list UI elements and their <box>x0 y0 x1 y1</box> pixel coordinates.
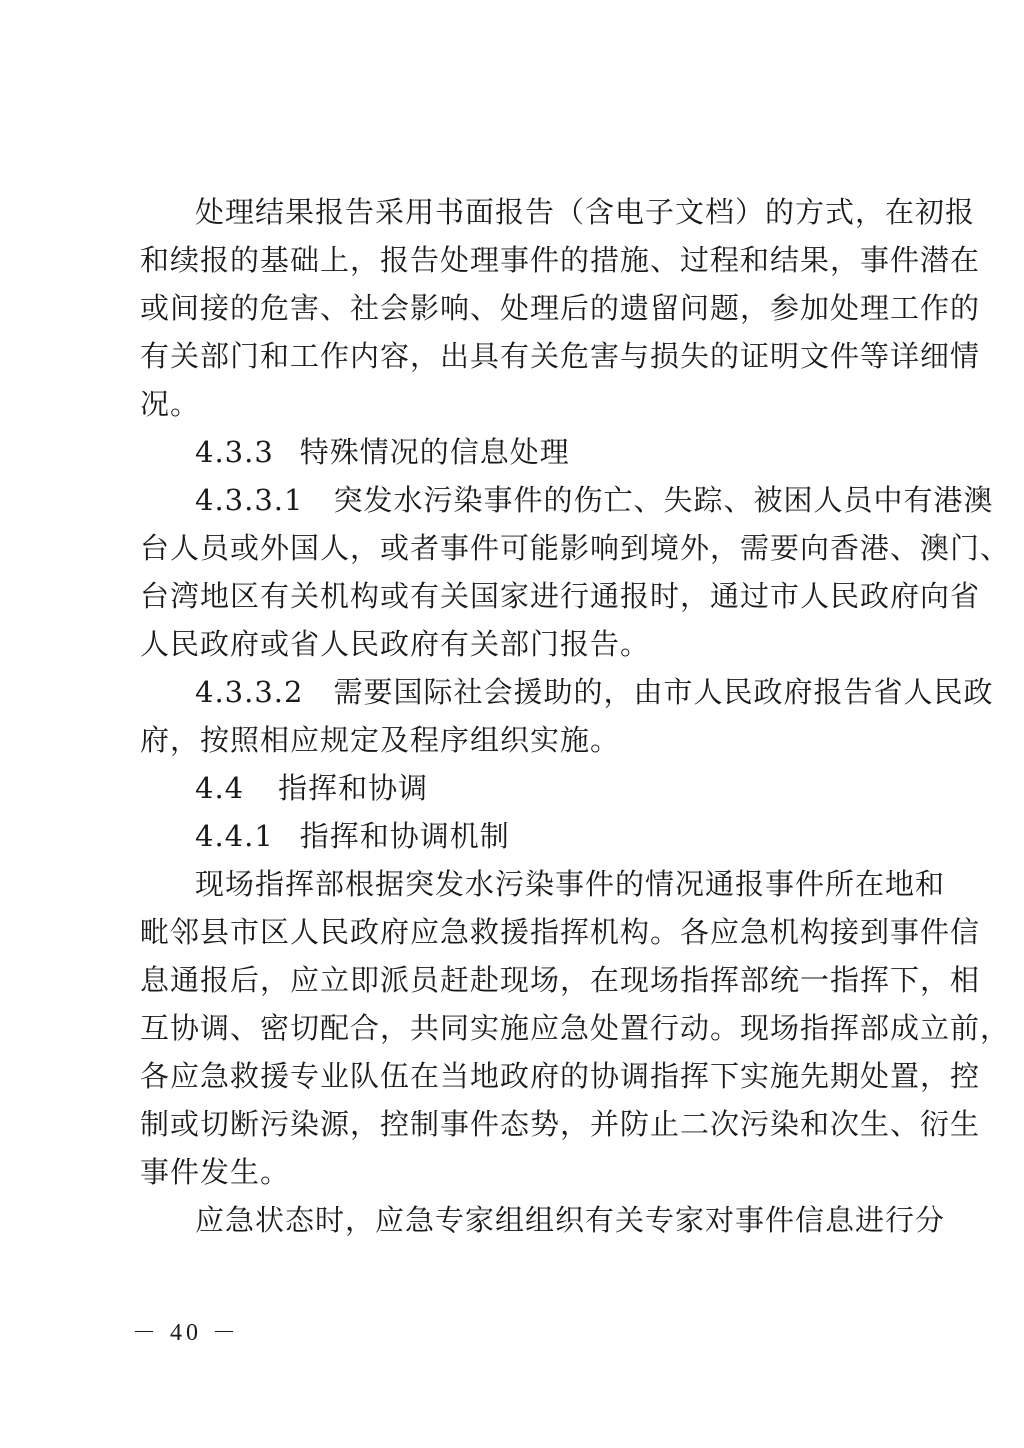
paragraph-line: 毗邻县市区人民政府应急救援指挥机构。各应急机构接到事件信 <box>140 915 981 949</box>
paragraph-line: 事件发生。 <box>140 1155 291 1189</box>
paragraph-line: 应急状态时，应急专家组组织有关专家对事件信息进行分 <box>195 1203 946 1237</box>
paragraph-line: 4.3.3.1 突发水污染事件的伤亡、失踪、被困人员中有港澳 <box>195 483 994 517</box>
paragraph-line: 和续报的基础上，报告处理事件的措施、过程和结果，事件潜在 <box>140 243 981 277</box>
paragraph-line: 或间接的危害、社会影响、处理后的遗留问题，参加处理工作的 <box>140 291 981 325</box>
section-heading <box>195 766 896 810</box>
section-heading <box>195 814 896 858</box>
section-title: 指挥和协调机制 <box>299 819 510 853</box>
section-title: 指挥和协调 <box>278 771 429 805</box>
paragraph-line: 台人员或外国人，或者事件可能影响到境外，需要向香港、澳门、 <box>140 531 1011 565</box>
paragraph-line: 息通报后，应立即派员赶赴现场，在现场指挥部统一指挥下，相 <box>140 963 981 997</box>
paragraph-line: 府，按照相应规定及程序组织实施。 <box>140 723 621 757</box>
paragraph-line: 现场指挥部根据突发水污染事件的情况通报事件所在地和 <box>195 867 946 901</box>
paragraph-line: 互协调、密切配合，共同实施应急处置行动。现场指挥部成立前， <box>140 1011 1011 1045</box>
paragraph-line: 人民政府或省人民政府有关部门报告。 <box>140 627 651 661</box>
paragraph-line: 台湾地区有关机构或有关国家进行通报时，通过市人民政府向省 <box>140 579 981 613</box>
paragraph-line: 处理结果报告采用书面报告（含电子文档）的方式，在初报 <box>195 195 976 229</box>
section-number: 4.4.1 <box>195 819 274 853</box>
section-number: 4.4 <box>195 771 245 805</box>
paragraph-line: 各应急救援专业队伍在当地政府的协调指挥下实施先期处置，控 <box>140 1059 981 1093</box>
page-number: － 40 － <box>132 1320 240 1346</box>
paragraph-line: 有关部门和工作内容，出具有关危害与损失的证明文件等详细情 <box>140 339 981 373</box>
paragraph-line: 4.3.3.2 需要国际社会援助的，由市人民政府报告省人民政 <box>195 675 994 709</box>
section-heading <box>195 430 896 474</box>
paragraph-line: 制或切断污染源，控制事件态势，并防止二次污染和次生、衍生 <box>140 1107 981 1141</box>
section-number: 4.3.3 <box>195 435 274 469</box>
section-title: 特殊情况的信息处理 <box>299 435 570 469</box>
paragraph-line: 况。 <box>140 387 201 421</box>
